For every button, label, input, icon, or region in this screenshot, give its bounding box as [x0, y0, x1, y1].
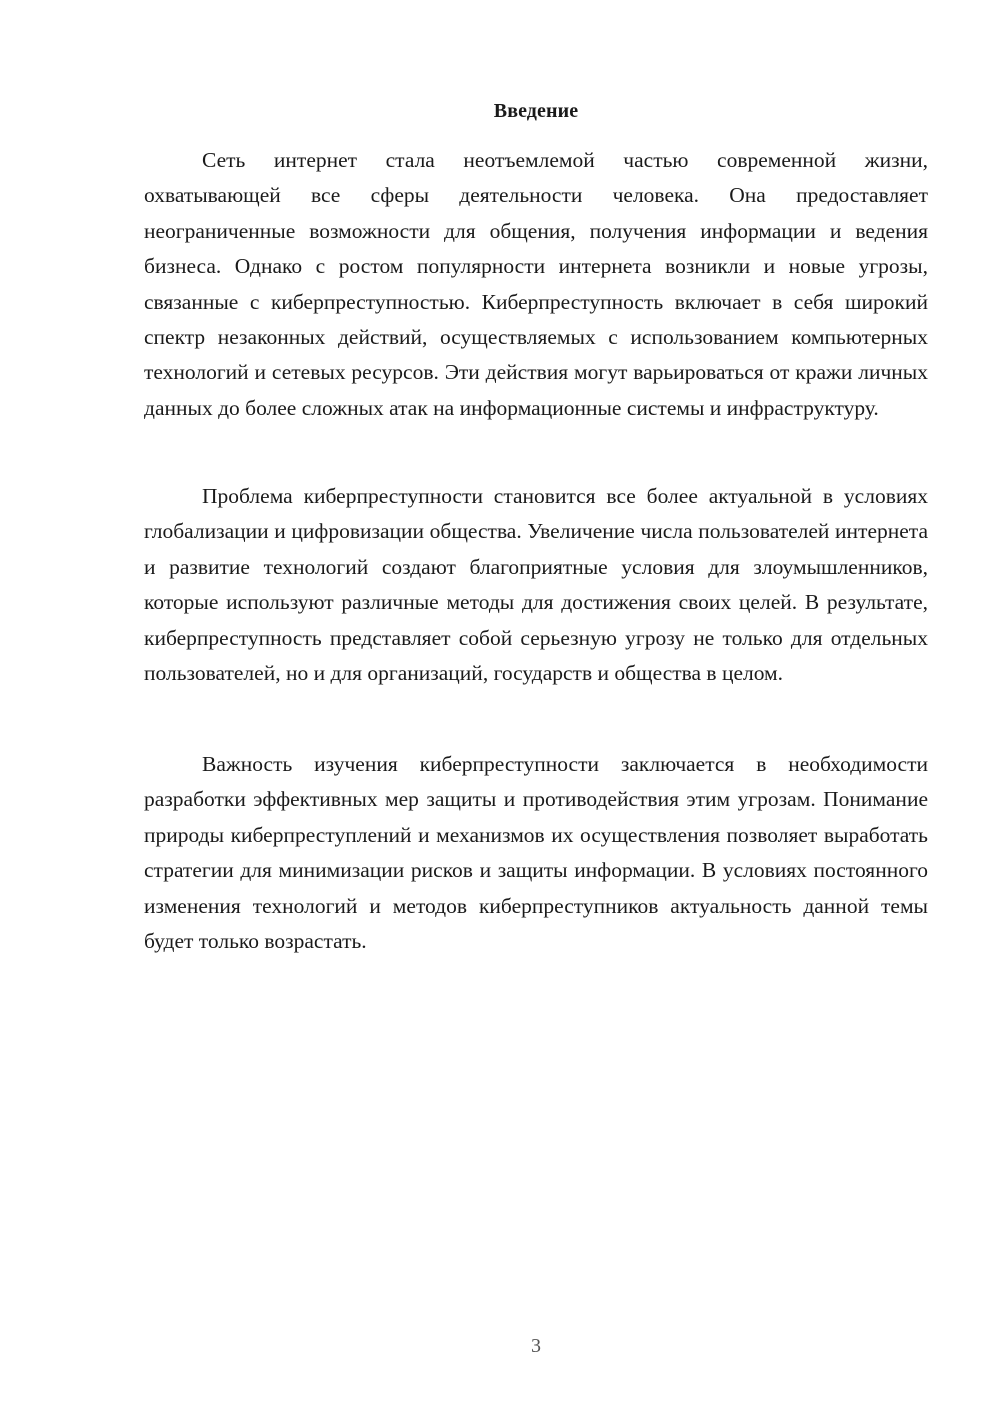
- section-heading: Введение: [493, 100, 579, 122]
- paragraph: Сеть интернет стала неотъемлемой частью современной жизни, охватывающей все сферы деятельности человека. Она предоставляет неограниченные возможности для общения, получения информации и ведения бизнеса. Однако с ростом популярности интернета возникли и новые угрозы, связанные с киберпреступностью. Киберпреступность включает в себя широкий спектр незаконных действий, осуществляемых с использованием компьютерных технологий и сетевых ресурсов. Эти действия могут варьироваться от кражи личных данных до более сложных атак на информационные системы и инфраструктуру.: [144, 148, 928, 420]
- paragraph: Проблема киберпреступности становится все более актуальной в условиях глобализации и цифровизации общества. Увеличение числа пользователей интернета и развитие технологий создают благоприятные условия для злоумышленников, которые используют различные методы для достижения своих целей. В результате, киберпреступность представляет собой серьезную угрозу не только для отдельных пользователей, но и для организаций, государств и общества в целом.: [144, 484, 928, 686]
- paragraph: Важность изучения киберпреступности заключается в необходимости разработки эффективных мер защиты и противодействия этим угрозам. Понимание природы киберпреступлений и механизмов их осуществления позволяет выработать стратегии для минимизации рисков и защиты информации. В условиях постоянного изменения технологий и методов киберпреступников актуальность данной темы будет только возрастать.: [144, 752, 928, 954]
- page-number: 3: [531, 1335, 541, 1357]
